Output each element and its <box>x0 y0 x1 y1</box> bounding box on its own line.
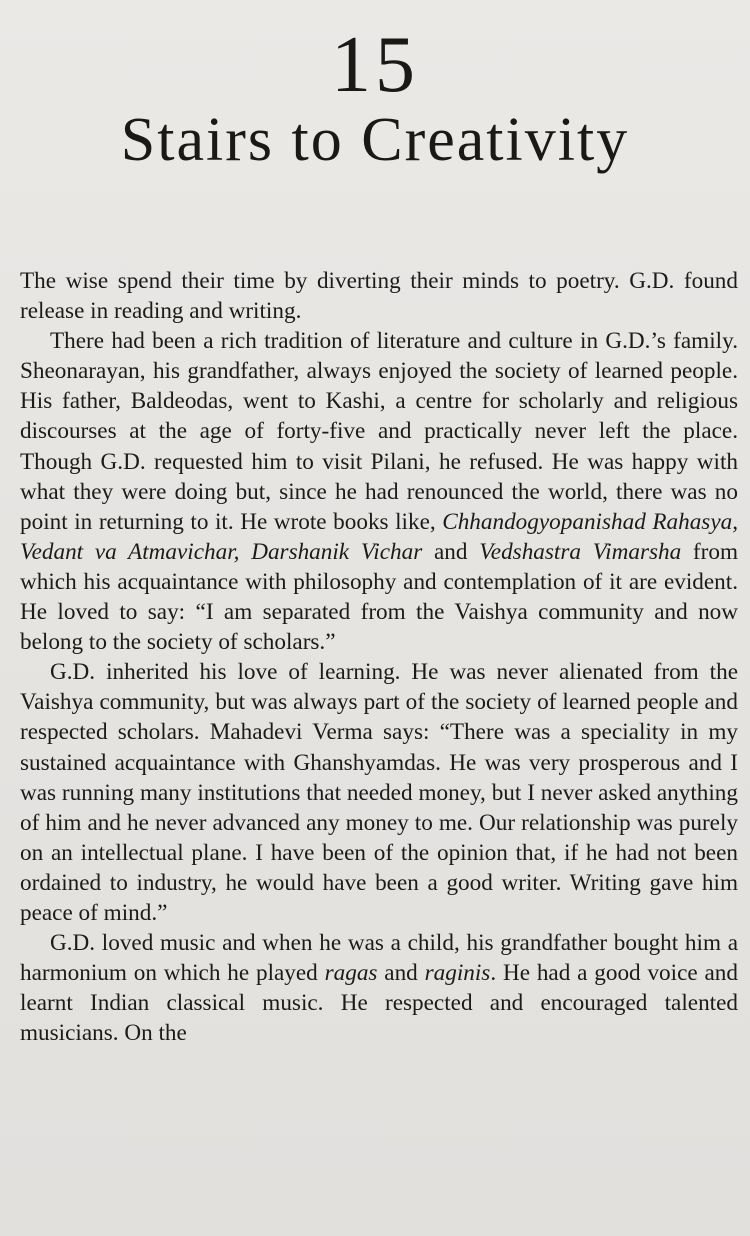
paragraph-text: There had been a rich tradition of literature and culture in G.D.’s family. Sheonarayan, his grandfather, always enjoyed the society of learned people. His father, Baldeodas, went to Kashi, a centre for scholarly and religious discourses at the age of forty-five and practically never left the place. Though G.D. requested him to visit Pilani, he refused. He was happy with what they were doing but, since he had renounced the world, there was no point in returning to it. He wrote books like, <box>20 328 738 535</box>
paragraph-1 <box>20 266 738 326</box>
paragraph-text: G.D. loved music and when he was a child, his grandfather bought him a harmonium on which he played <box>20 930 738 987</box>
chapter-title: Stairs to Creativity <box>120 106 630 174</box>
paragraph-text: The wise spend their time by diverting their minds to poetry. G.D. found release in reading and writing. <box>20 268 738 325</box>
paragraph-text: . He had a good voice and learnt Indian classical music. He respected and encouraged talented musicians. On the <box>20 960 738 1047</box>
music-term: raginis <box>424 960 491 987</box>
book-titles: Chhandogyopanishad Rahasya, Vedant va Atmavichar, Darshanik Vichar <box>20 508 738 565</box>
paragraph-text: and <box>377 960 425 987</box>
paragraph-3 <box>20 657 738 928</box>
paragraph-2 <box>20 326 738 657</box>
paragraph-text: and <box>422 538 480 565</box>
chapter-number: 15 <box>331 21 419 109</box>
body-text <box>20 266 738 1048</box>
paragraph-4 <box>20 928 738 1048</box>
paragraph-text: G.D. inherited his love of learning. He was never alienated from the Vaishya community, but was always part of the society of learned people and respected scholars. Mahadevi Verma says: “There was a speciality in my sustained acquaintance with Ghanshyamdas. He was very prosperous and I was running many institutions that needed money, but I never asked anything of him and he never advanced any money to me. Our relationship was purely on an intellectual plane. I have been of the opinion that, if he had not been ordained to industry, he would have been a good writer. Writing gave him peace of mind.” <box>20 659 738 926</box>
paragraph-text: from which his acquaintance with philosophy and contemplation of it are evident. He loved to say: “I am separated from the Vaishya community and now belong to the society of scholars.” <box>20 538 739 656</box>
book-title: Vedshastra Vimarsha <box>479 538 682 565</box>
music-term: ragas <box>324 960 378 987</box>
